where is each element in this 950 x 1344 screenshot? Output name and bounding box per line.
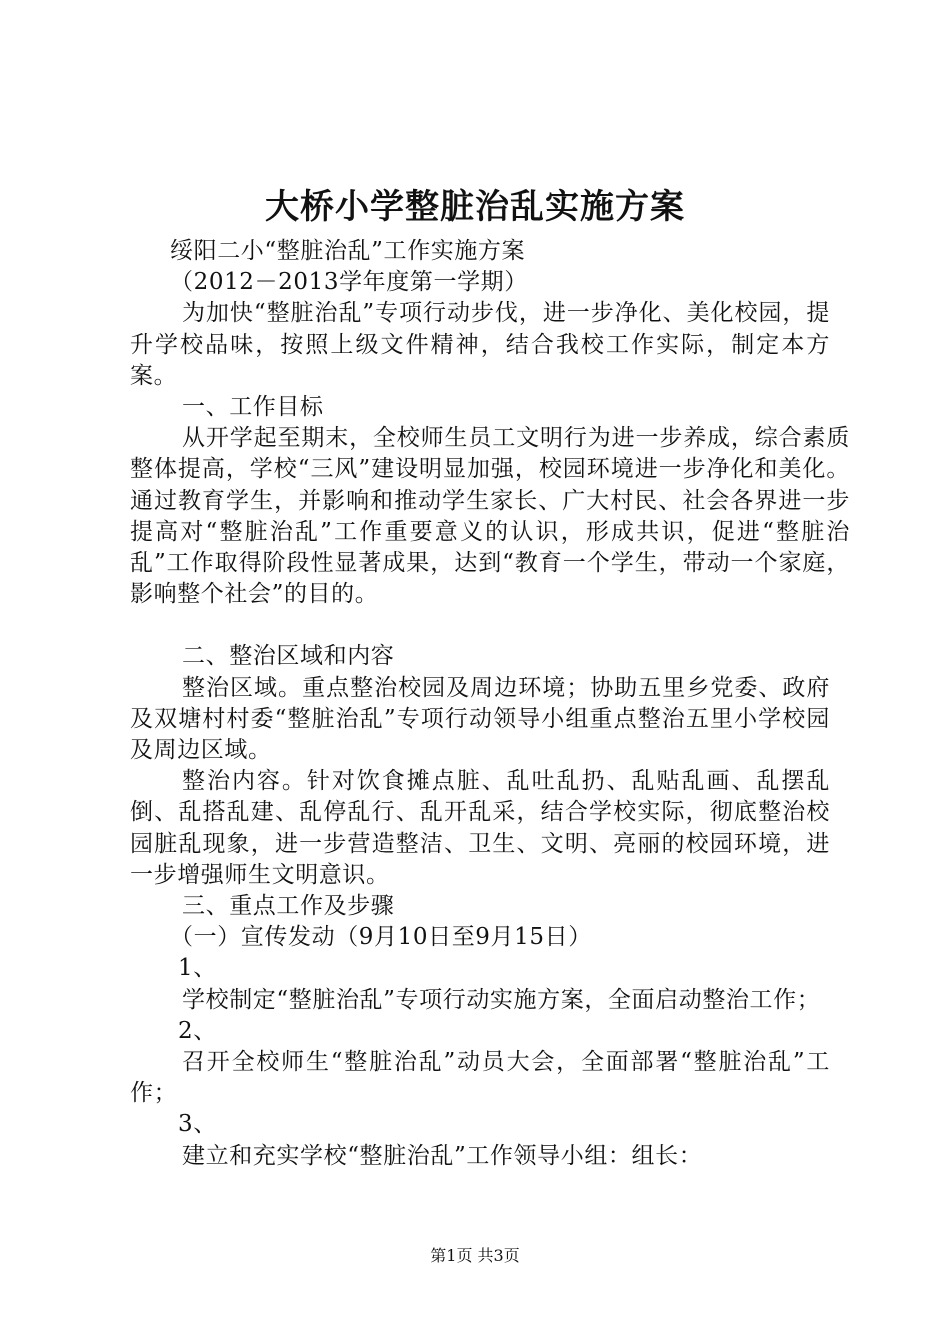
section-heading-3: 三、重点工作及步骤 [182, 893, 395, 920]
page-footer: 第1页 共3页 [430, 1246, 520, 1265]
document-body [130, 236, 850, 1172]
content-paragraph: 整治内容。针对饮食摊点脏、乱吐乱扔、乱贴乱画、乱摆乱倒、乱搭乱建、乱停乱行、乱开乱采，结合学校实际，彻底整治校园脏乱现象，进一步营造整洁、卫生、文明、亮丽的校园环境，进一步增强师生文明意识。 [130, 768, 830, 888]
item-text-2: 召开全校师生“整脏治乱”动员大会，全面部署“整脏治乱”工作； [130, 1049, 830, 1107]
item-number-1: 1、 [178, 955, 217, 982]
item-text-1: 学校制定“整脏治乱”专项行动实施方案，全面启动整治工作； [182, 986, 821, 1013]
subtitle-line: 绥阳二小“整脏治乱”工作实施方案 [170, 238, 526, 264]
term-line: （2012－2013学年度第一学期） [170, 269, 528, 296]
item-number-3: 3、 [178, 1111, 217, 1138]
intro-paragraph: 为加快“整脏治乱”专项行动步伐，进一步净化、美化校园，提升学校品味，按照上级文件精神，结合我校工作实际，制定本方案。 [130, 300, 830, 389]
paragraph-gap [130, 610, 830, 641]
goal-paragraph: 从开学起至期末，全校师生员工文明行为进一步养成，综合素质整体提高，学校“三风”建设明显加强，校园环境进一步净化和美化。通过教育学生，并影响和推动学生家长、广大村民、社会各界进一步提高对“整脏治乱”工作重要意义的认识，形成共识，促进“整脏治乱”工作取得阶段性显著成果，达到“教育一个学生，带动一个家庭，影响整个社会”的目的。 [130, 425, 850, 608]
area-paragraph: 整治区域。重点整治校园及周边环境；协助五里乡党委、政府及双塘村村委“整脏治乱”专项行动领导小组重点整治五里小学校园及周边区域。 [130, 674, 830, 764]
section-heading-1: 一、工作目标 [182, 394, 324, 421]
document-title: 大桥小学整脏治乱实施方案 [265, 187, 685, 227]
section-heading-2: 二、整治区域和内容 [182, 643, 395, 670]
item-text-3: 建立和充实学校“整脏治乱”工作领导小组：组长： [182, 1142, 703, 1169]
step-heading-1: （一）宣传发动（9月10日至9月15日） [170, 924, 592, 951]
item-number-2: 2、 [178, 1017, 217, 1044]
